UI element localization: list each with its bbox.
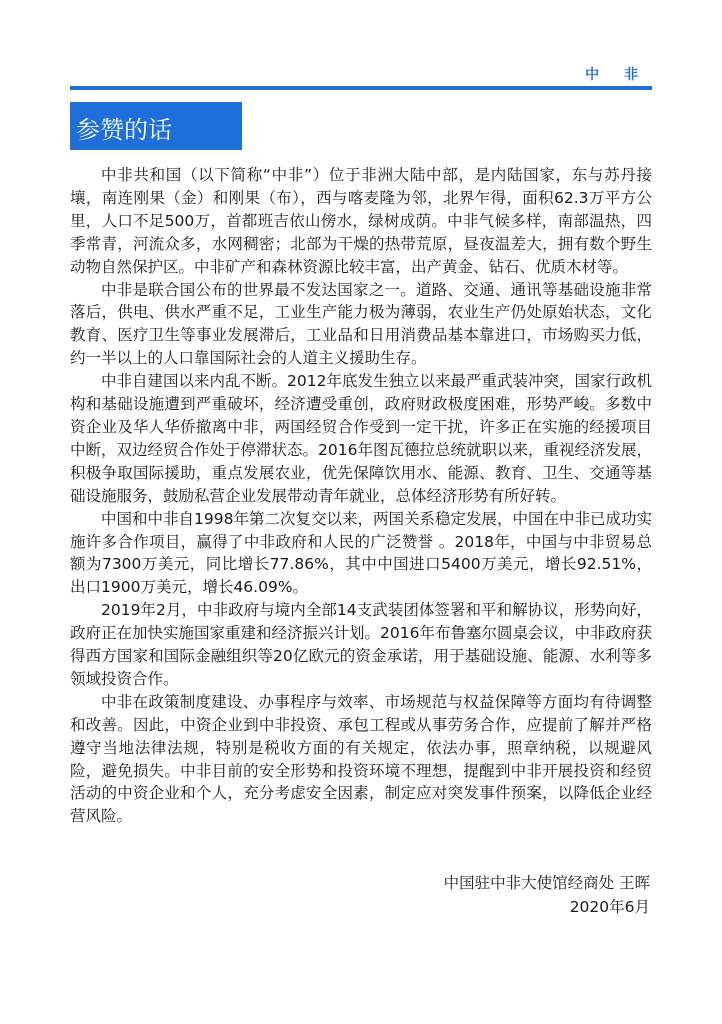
section-title: 参赞的话 xyxy=(76,116,172,144)
paragraph-4: 中国和中非自1998年第二次复交以来，两国关系稳定发展，中国在中非已成功实施许多合作项目，赢得了中非政府和人民的广泛赞誉 。2018年，中国与中非贸易总额为7300万美元，同比增长77.86%，其中中国进口5400万美元，增长92.51%，出口1900万美元，增长46.09%。 xyxy=(70,509,652,597)
signature-date: 2020年6月 xyxy=(569,898,650,916)
running-header: 中 非 xyxy=(585,67,648,83)
paragraph-2: 中非是联合国公布的世界最不发达国家之一。道路、交通、通讯等基础设施非常落后，供电、供水严重不足，工业生产能力极为薄弱，农业生产仍处原始状态，文化教育、医疗卫生等事业发展滞后，工业品和日用消费品基本靠进口，市场购买力低，约一半以上的人口靠国际社会的人道主义援助生存。 xyxy=(70,280,652,368)
paragraph-6: 中非在政策制度建设、办事程序与效率、市场规范与权益保障等方面均有待调整和改善。因此，中资企业到中非投资、承包工程或从事劳务合作，应提前了解并严格遵守当地法律法规，特别是税收方面的有关规定，依法办事，照章纳税，以规避风险，避免损失。中非目前的安全形势和投资环境不理想，提醒到中非开展投资和经贸活动的中资企业和个人，充分考虑安全因素，制定应对突发事件预案，以降低企业经营风险。 xyxy=(70,692,652,826)
paragraph-1: 中非共和国（以下简称“中非”）位于非洲大陆中部，是内陆国家，东与苏丹接壤，南连刚果（金）和刚果（布），西与喀麦隆为邻，北界乍得，面积62.3万平方公里，人口不足500万，首都班吉依山傍水，绿树成荫。中非气候多样，南部温热，四季常青，河流众多，水网稠密；北部为干燥的热带荒原，昼夜温差大，拥有数个野生动物自然保护区。中非矿产和森林资源比较丰富，出产黄金、钻石、优质木材等。 xyxy=(70,166,652,276)
paragraph-5: 2019年2月，中非政府与境内全部14支武装团体签署和平和解协议，形势向好，政府正在加快实施国家重建和经济振兴计划。2016年布鲁塞尔圆桌会议，中非政府获得西方国家和国际金融组织等20亿欧元的资金承诺，用于基础设施、能源、水利等多领域投资合作。 xyxy=(70,601,652,688)
header-rule xyxy=(70,86,652,90)
paragraph-3: 中非自建国以来内乱不断。2012年底发生独立以来最严重武装冲突，国家行政机构和基础设施遭到严重破坏，经济遭受重创，政府财政极度困难，形势严峻。多数中资企业及华人华侨撤离中非，两国经贸合作受到一定干扰，许多正在实施的经援项目中断，双边经贸合作处于停滞状态。2016年图瓦德拉总统就职以来，重视经济发展，积极争取国际援助，重点发展农业，优先保障饮用水、能源、教育、卫生、交通等基础设施服务，鼓励私营企业发展带动青年就业，总体经济形势有所好转。 xyxy=(70,372,652,505)
article-body xyxy=(70,164,652,828)
signature-author: 中国驻中非大使馆经商处 王晖 xyxy=(443,874,650,892)
